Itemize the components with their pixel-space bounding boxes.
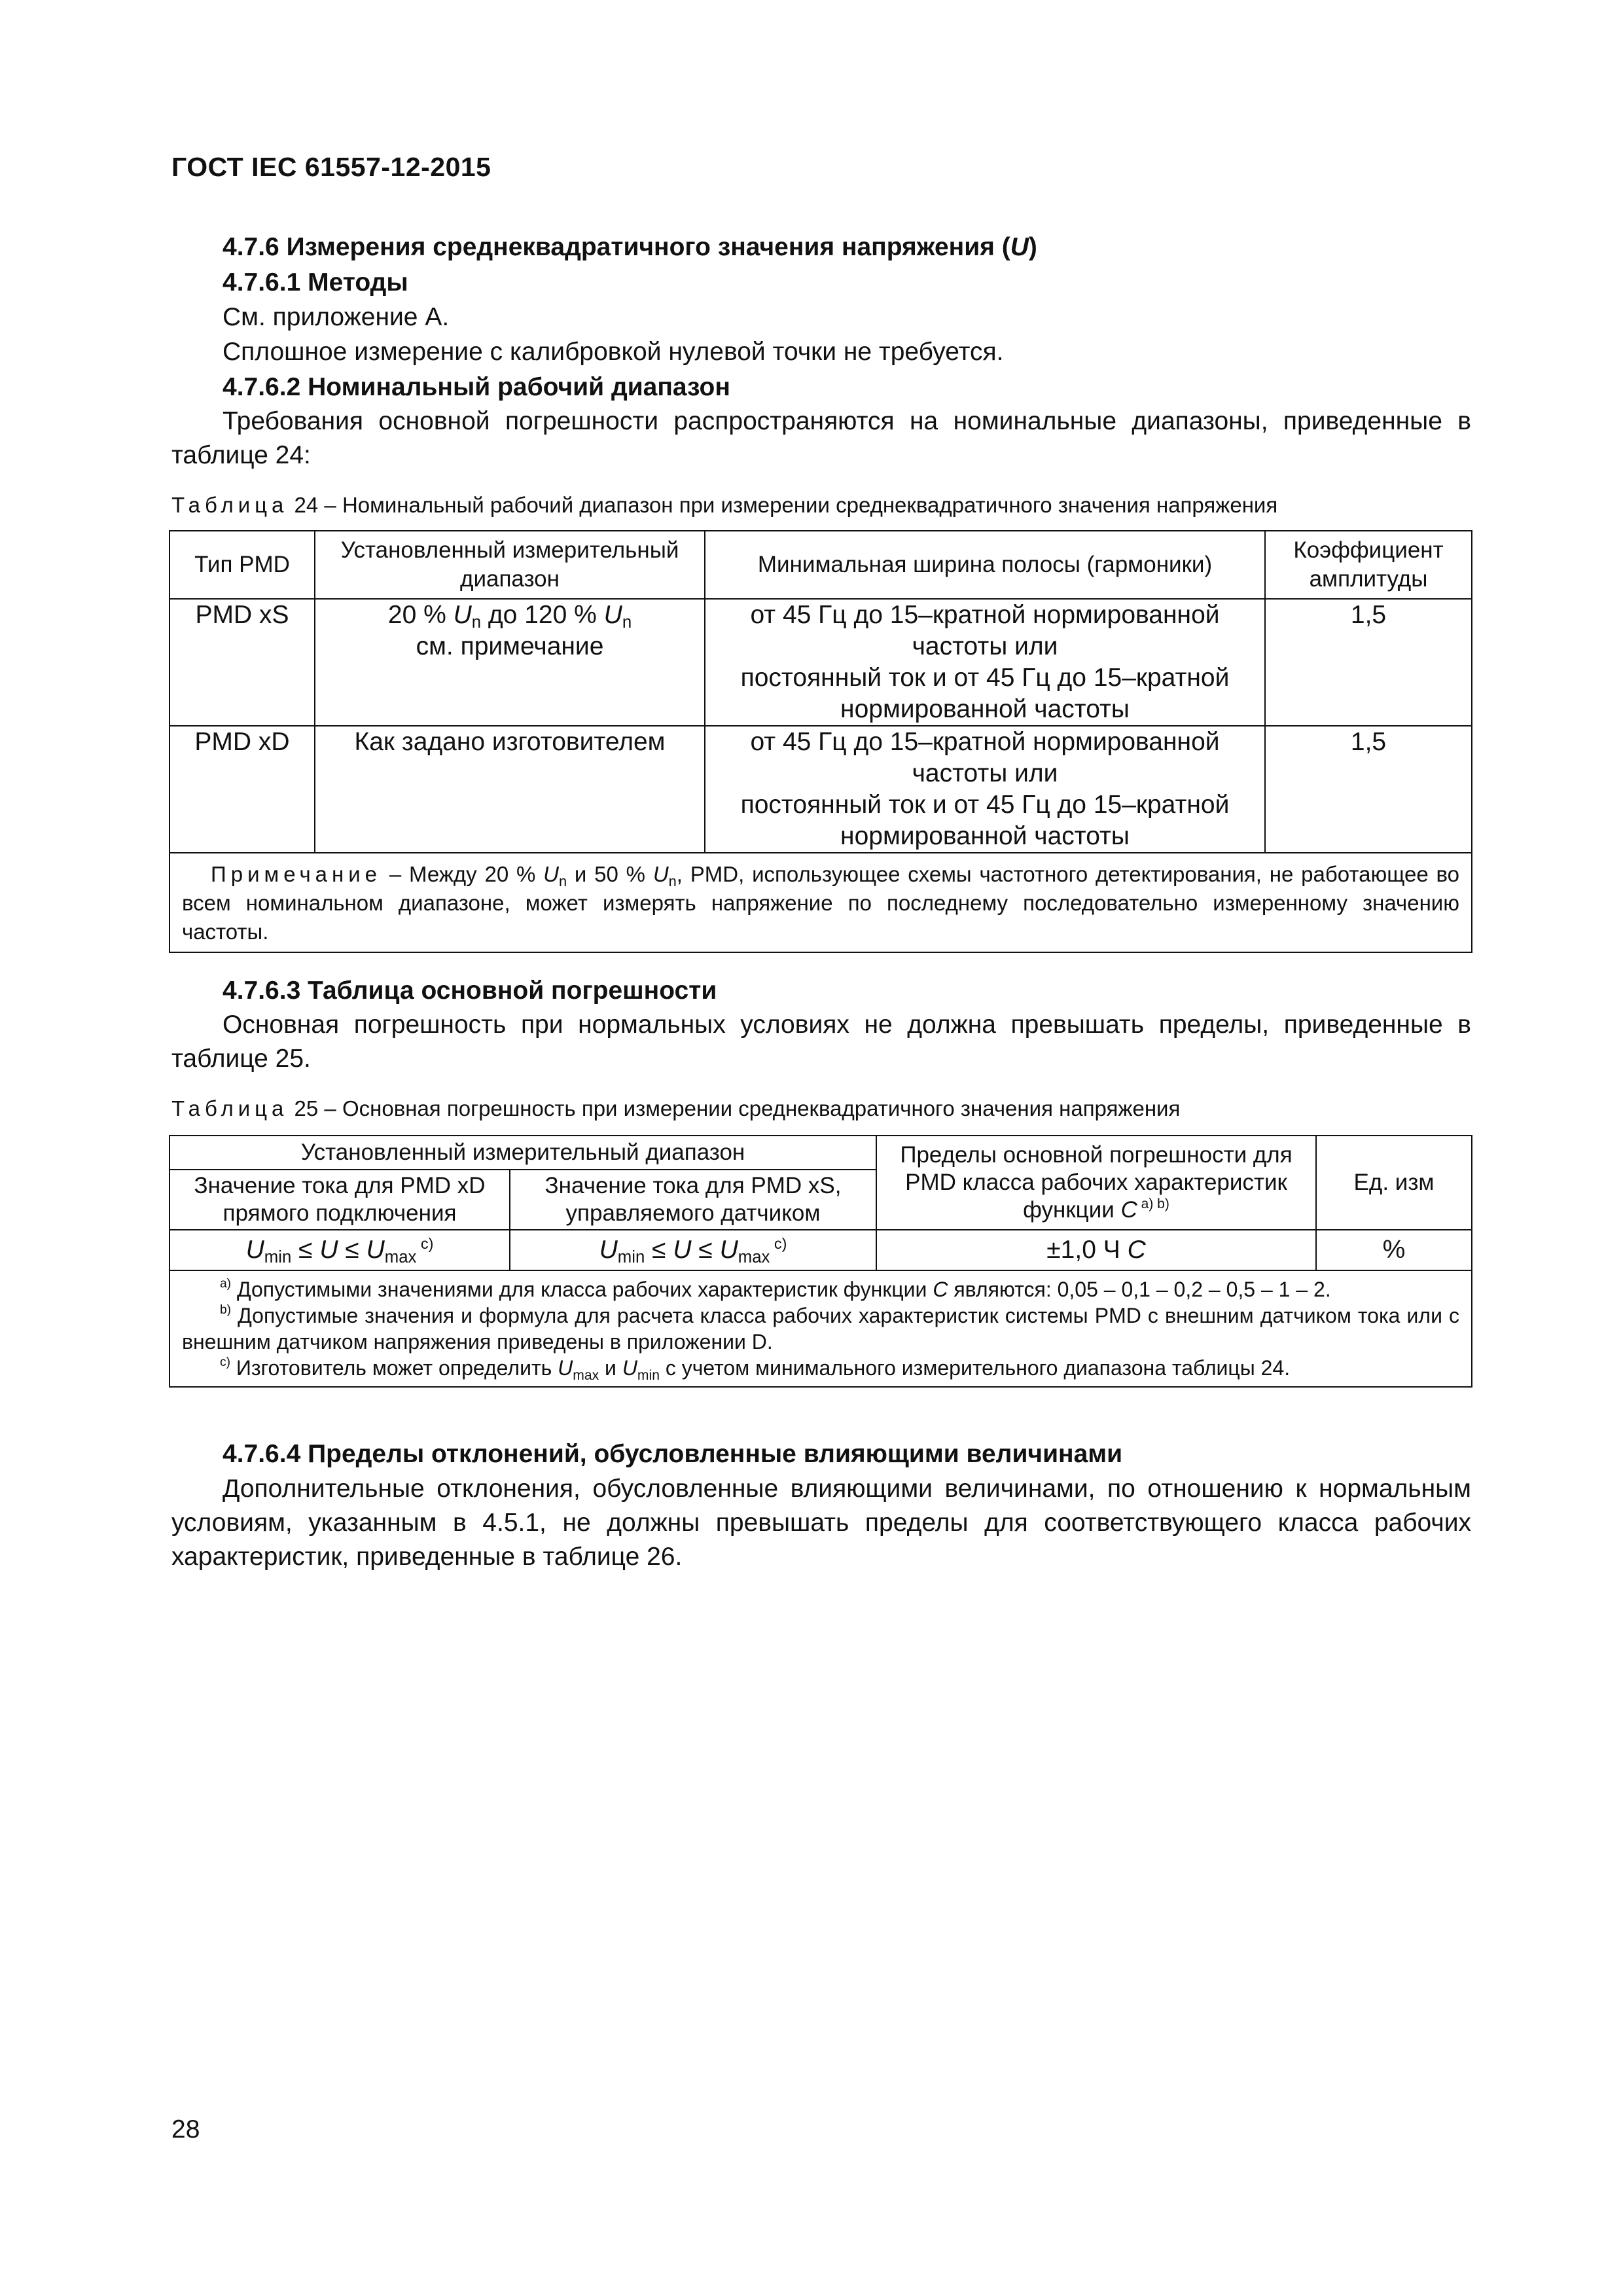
footnote-var-u: U [558,1356,573,1380]
table-24-note [169,853,1472,952]
bandwidth-line: от 45 Гц до 15–кратной нормированной [750,728,1220,756]
sub-max: max [384,1248,417,1266]
footnote-text: Изготовитель может определить [230,1356,558,1380]
range-text-b: до 120 % [481,601,604,629]
footnote-var-u: U [622,1356,637,1380]
note-text: , PMD, использующее схемы частотного детектирования, не работающее во всем номинальном диапазоне, может измерять напряжение по последнему последовательно измеренному значению частоты. [182,862,1460,944]
table-row [169,726,1472,853]
footnote-ref-c: с) [770,1235,787,1252]
section-heading-4-7-6 [223,230,1037,264]
footnote-c [182,1355,1459,1381]
note-text: и 50 % [567,862,653,886]
range-sub-n: n [471,613,482,632]
table-24-caption-label: Таблица [171,493,289,517]
footnote-b [182,1302,1459,1355]
note-var-u: U [652,862,669,886]
footnote-mark: а) [220,1277,232,1291]
section-4-7-6-2-paragraph: Требования основной погрешности распространяются на номинальные диапазоны, приведенные в таблице 24: [171,407,1471,469]
section-heading-4-7-6-4: 4.7.6.4 Пределы отклонений, обусловленные влияющими величинами [223,1440,1123,1468]
table-24-cell-type: PMD xD [169,726,315,853]
table-24-cell-crest: 1,5 [1265,726,1472,853]
var-u: U [599,1236,618,1264]
sub-min: min [264,1248,292,1266]
note-sub-n: n [558,873,567,889]
var-u: U [245,1236,264,1264]
range-sub-n: n [622,613,632,632]
le-sign: ≤ [291,1236,320,1264]
table-24-cell-range: Как задано изготовителем [315,726,705,853]
var-u: U [673,1236,692,1264]
footnote-text: с учетом минимального измерительного диапазона таблицы 24. [659,1356,1291,1380]
methods-line-1: См. приложение А. [223,303,450,331]
limit-var: C [1127,1236,1146,1264]
table-24-cell-crest: 1,5 [1265,599,1472,726]
table-25-cell-limit [876,1230,1316,1270]
var-u: U [366,1236,385,1264]
footnote-a [182,1276,1459,1302]
bandwidth-line: частоты или [912,632,1058,660]
table-25-caption-label: Таблица [171,1096,289,1121]
var-u: U [319,1236,338,1264]
footnote-text: Допустимые значения и формула для расчета класса рабочих характеристик системы PMD с внешним датчиком тока или с внешним датчиком напряжения приведены в приложении D. [182,1304,1459,1354]
le-sign: ≤ [691,1236,720,1264]
table-24-header-range: Установленный измерительный диапазон [315,531,705,599]
section-heading-4-7-6-1: 4.7.6.1 Методы [223,268,408,296]
table-24-caption [171,491,1277,520]
table-25-header-xd: Значение тока для PMD xD прямого подключения [169,1170,510,1230]
section-heading-4-7-6-2: 4.7.6.2 Номинальный рабочий диапазон [223,373,730,401]
table-24-cell-bandwidth [705,726,1265,853]
footnote-ref-c: с) [416,1235,434,1252]
heading-variable: U [1010,233,1029,261]
table-25-header-row [169,1136,1472,1170]
section-4-7-6-3-paragraph: Основная погрешность при нормальных условиях не должна превышать пределы, приведенные в таблице 25. [171,1011,1471,1073]
table-24-caption-text: 24 – Номинальный рабочий диапазон при измерении среднеквадратичного значения напряжения [288,493,1278,517]
table-25-header-unit: Ед. изм [1316,1136,1472,1230]
bandwidth-line: постоянный ток и от 45 Гц до 15–кратной [740,791,1230,819]
limits-header-text: Пределы основной погрешности для PMD класса рабочих характеристик функции [900,1142,1293,1223]
note-sub-n: n [668,873,677,889]
range-var-u: U [603,601,622,629]
bandwidth-line: нормированной частоты [840,822,1130,850]
table-25-footnotes [169,1270,1472,1387]
heading-text: 4.7.6 Измерения среднеквадратичного значения напряжения ( [223,233,1010,261]
range-text-a: 20 % [387,601,454,629]
table-25-caption-text: 25 – Основная погрешность при измерении среднеквадратичного значения напряжения [288,1096,1181,1121]
note-var-u: U [543,862,559,886]
table-24-header-row [169,531,1472,599]
note-label: Примечание [211,862,382,886]
document-header: ГОСТ IEC 61557-12-2015 [171,152,491,182]
methods-line-2: Сплошное измерение с калибровкой нулевой точки не требуется. [223,338,1004,366]
table-25-group-header: Установленный измерительный диапазон [169,1136,876,1170]
le-sign: ≤ [338,1236,366,1264]
table-row [169,1230,1472,1270]
table-25-cell-xs [510,1230,876,1270]
section-4-7-6-4-paragraph: Дополнительные отклонения, обусловленные влияющими величинами, по отношению к нормальным условиям, указанным в 4.5.1, не должны превышать пределы для соответствующего класса рабочих характеристик, приведенные в таблице 26. [171,1475,1471,1571]
note-text: – Между 20 % [382,862,544,886]
footnote-mark: c) [220,1355,230,1369]
table-24-cell-type: PMD xS [169,599,315,726]
bandwidth-line: нормированной частоты [840,695,1130,723]
footnote-text: и [599,1356,622,1380]
bandwidth-line: постоянный ток и от 45 Гц до 15–кратной [740,664,1230,692]
table-24-header-crest: Коэффициент амплитуды [1265,531,1472,599]
footnote-var: C [933,1278,948,1301]
table-24 [169,530,1472,953]
heading-close: ) [1028,233,1037,261]
range-var-u: U [453,601,472,629]
table-25-caption [171,1094,1180,1123]
table-25 [169,1135,1472,1388]
table-24-cell-range [315,599,705,726]
table-25-cell-xd [169,1230,510,1270]
table-24-note-row [169,853,1472,952]
bandwidth-line: от 45 Гц до 15–кратной нормированной [750,601,1220,629]
footnote-mark: b) [220,1303,232,1317]
page-number: 28 [171,2115,200,2144]
sub-max: max [738,1248,770,1266]
table-row [169,599,1472,726]
table-25-header-limits [876,1136,1316,1230]
footnote-sub-max: max [573,1368,599,1383]
table-24-header-bandwidth: Минимальная ширина полосы (гармоники) [705,531,1265,599]
table-25-footnote-row [169,1270,1472,1387]
bandwidth-line: частоты или [912,759,1058,787]
limit-text: ±1,0 Ч [1046,1236,1128,1264]
footnote-text: являются: 0,05 – 0,1 – 0,2 – 0,5 – 1 – 2. [948,1278,1331,1301]
range-note-ref: см. примечание [416,632,604,660]
footnote-sub-min: min [637,1368,660,1383]
table-24-header-type: Тип PMD [169,531,315,599]
sub-min: min [617,1248,645,1266]
table-25-cell-unit: % [1316,1230,1472,1270]
table-25-header-xs: Значение тока для PMD xS, управляемого датчиком [510,1170,876,1230]
limits-header-footnote-ref: а) b) [1137,1196,1169,1211]
section-heading-4-7-6-3: 4.7.6.3 Таблица основной погрешности [223,977,717,1005]
footnote-text: Допустимыми значениями для класса рабочих характеристик функции [231,1278,933,1301]
table-24-cell-bandwidth [705,599,1265,726]
var-u: U [719,1236,738,1264]
range-value [321,600,699,631]
limits-header-var: C [1120,1197,1137,1223]
le-sign: ≤ [645,1236,673,1264]
